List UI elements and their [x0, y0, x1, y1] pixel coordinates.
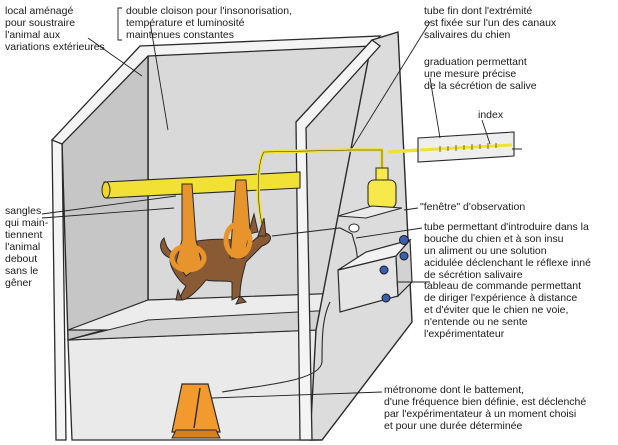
label-tube-fin: tube fin dont l'extrémité est fixée sur l'un des canaux salivaires du chien — [424, 5, 557, 41]
window-lens — [349, 224, 359, 232]
control-knob-1 — [400, 236, 409, 245]
support-bar-end — [102, 182, 110, 198]
label-local: local aménagé pour soustraire l'animal aux variations extérieures — [5, 5, 105, 53]
label-tableau: tableau de commande permettant de diriger l'expérience à distance et d'éviter que le chien ne voie, n'entende ou ne sente l'expérimentateur — [424, 280, 582, 340]
control-knob-2 — [400, 252, 408, 260]
label-fenetre: "fenêtre" d'observation — [420, 201, 526, 213]
collecting-bottle — [368, 180, 396, 208]
label-graduation: graduation permettant une mesure précise de la sécrétion de salive — [424, 56, 537, 92]
label-cloison: double cloison pour l'insonorisation, température et luminosité maintenues constantes — [126, 5, 293, 41]
label-metronome: métronome dont le battement, d'une fréquence bien définie, est déclenché par l'expérimentateur à un moment choisi et pour une durée déterminée — [384, 384, 587, 432]
control-knob-4 — [382, 294, 390, 302]
label-index: index — [478, 109, 504, 121]
label-tube-aliment: tube permettant d'introduire dans la bouche du chien et à son insu un aliment ou une solution acidulée déclenchant le réflexe inné de sécrétion salivaire — [424, 221, 591, 281]
label-sangles: sangles qui main- tiennent l'animal debout sans le gêner — [5, 205, 49, 289]
control-knob-3 — [380, 266, 388, 274]
